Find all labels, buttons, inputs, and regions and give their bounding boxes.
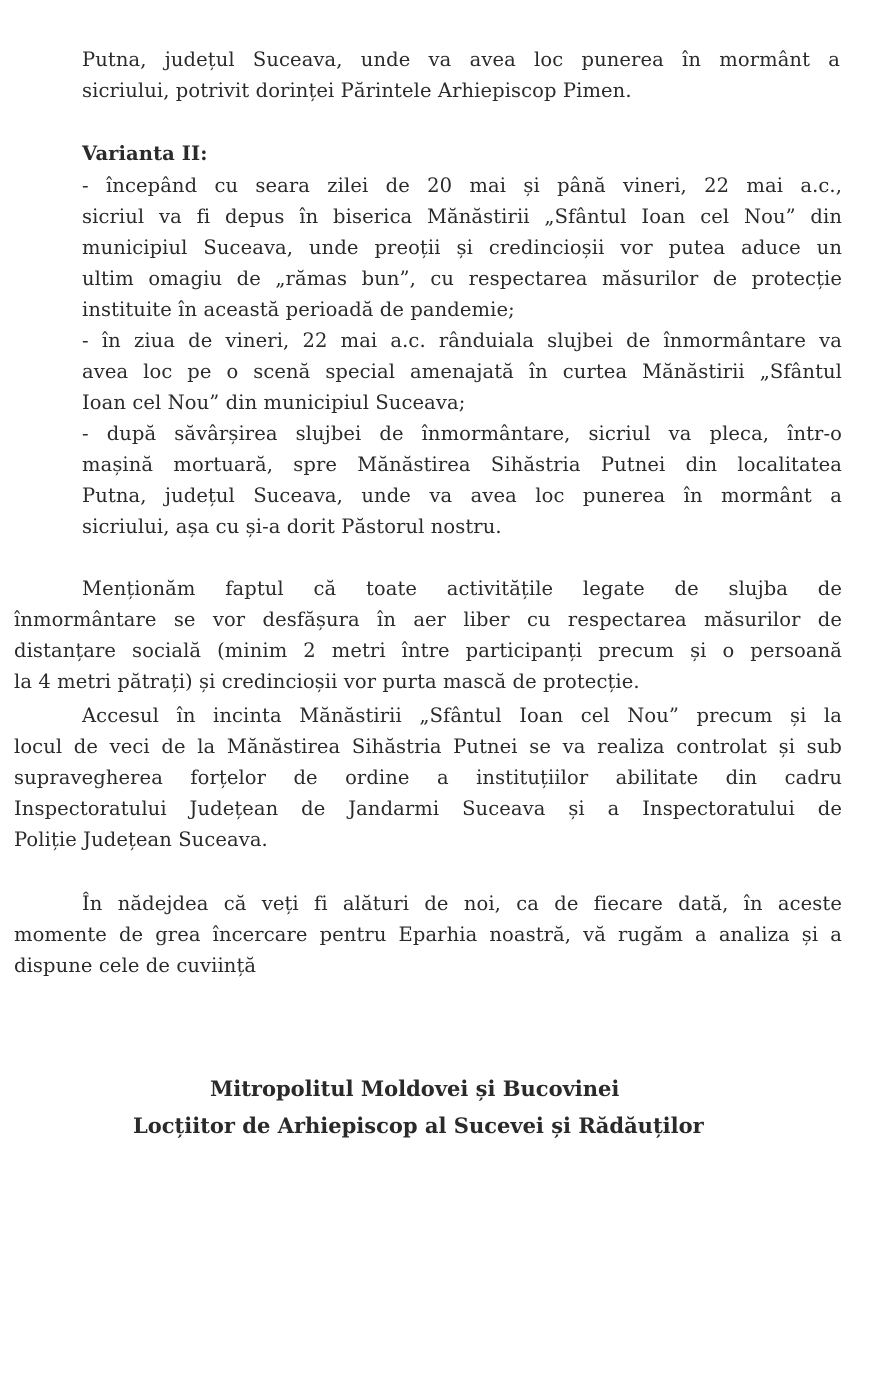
variant-item-3-line-1: - după săvârșirea slujbei de înmormântare, sicriul va pleca, într-o <box>82 422 842 445</box>
access-line-1: Accesul în incinta Mănăstirii „Sfântul Ioan cel Nou” precum și la <box>82 704 842 727</box>
variant-item-3-line-3: Putna, județul Suceava, unde va avea loc punerea în mormânt a <box>82 484 842 507</box>
variant-item-2-line-3: Ioan cel Nou” din municipiul Suceava; <box>82 391 466 414</box>
mention-line-4: la 4 metri pătrați) și credincioșii vor purta mască de protecție. <box>14 670 640 693</box>
access-line-3: supravegherea forțelor de ordine a instituțiilor abilitate din cadru <box>14 766 842 789</box>
intro-line-1: Putna, județul Suceava, unde va avea loc punerea în mormânt a <box>82 48 840 71</box>
closing-line-2: momente de grea încercare pentru Eparhia noastră, vă rugăm a analiza și a <box>14 923 842 946</box>
variant-item-1-line-4: ultim omagiu de „rămas bun”, cu respectarea măsurilor de protecție <box>82 267 842 290</box>
closing-line-3: dispune cele de cuviință <box>14 954 257 977</box>
mention-line-2: înmormântare se vor desfășura în aer liber cu respectarea măsurilor de <box>14 608 842 631</box>
variant-item-2-line-2: avea loc pe o scenă special amenajată în curtea Mănăstirii „Sfântul <box>82 360 842 383</box>
variant-item-2-line-1: - în ziua de vineri, 22 mai a.c. rânduiala slujbei de înmormântare va <box>82 329 842 352</box>
variant-item-1-line-3: municipiul Suceava, unde preoții și credincioșii vor putea aduce un <box>82 236 842 259</box>
mention-line-1: Menționăm faptul că toate activitățile legate de slujba de <box>82 577 842 600</box>
mention-line-3: distanțare socială (minim 2 metri între participanți precum și o persoană <box>14 639 842 662</box>
variant-item-3-line-2: mașină mortuară, spre Mănăstirea Sihăstria Putnei din localitatea <box>82 453 842 476</box>
signature-title: Mitropolitul Moldovei și Bucovinei <box>210 1076 620 1101</box>
access-line-5: Poliție Județean Suceava. <box>14 828 268 851</box>
variant-item-1-line-5: instituite în această perioadă de pandemie; <box>82 298 515 321</box>
access-line-2: locul de veci de la Mănăstirea Sihăstria Putnei se va realiza controlat și sub <box>14 735 842 758</box>
signature-subtitle: Locțiitor de Arhiepiscop al Sucevei și Rădăuților <box>133 1113 704 1138</box>
variant-item-1-line-1: - începând cu seara zilei de 20 mai și până vineri, 22 mai a.c., <box>82 174 842 197</box>
intro-line-2: sicriului, potrivit dorinței Părintele Arhiepiscop Pimen. <box>82 79 632 102</box>
variant-item-1-line-2: sicriul va fi depus în biserica Mănăstirii „Sfântul Ioan cel Nou” din <box>82 205 842 228</box>
variant-heading: Varianta II: <box>82 142 208 165</box>
access-line-4: Inspectoratului Județean de Jandarmi Suceava și a Inspectoratului de <box>14 797 842 820</box>
variant-item-3-line-4: sicriului, așa cu și-a dorit Păstorul nostru. <box>82 515 502 538</box>
closing-line-1: În nădejdea că veți fi alături de noi, ca de fiecare dată, în aceste <box>82 892 842 915</box>
